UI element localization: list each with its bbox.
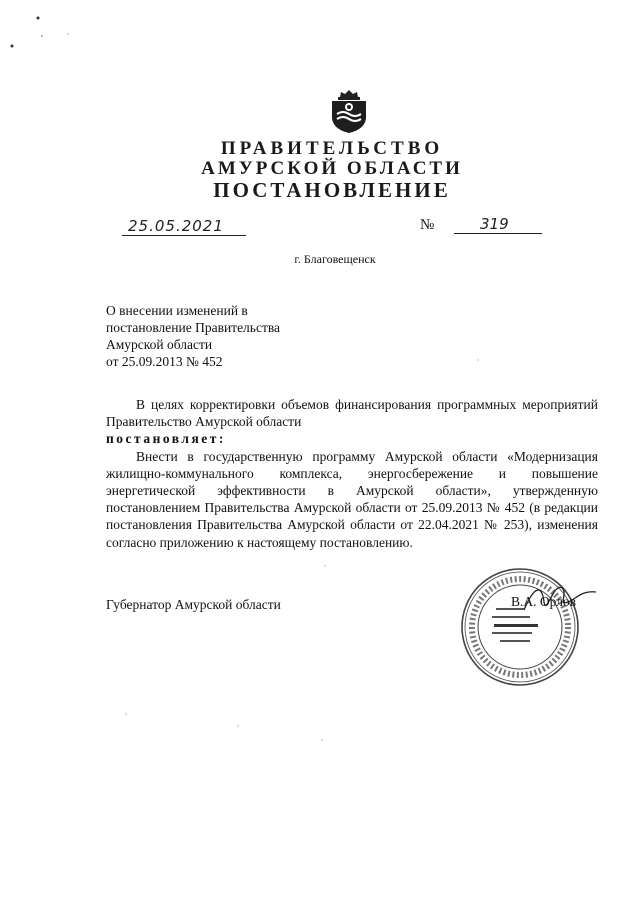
document-type: ПОСТАНОВЛЕНИЕ — [213, 178, 451, 202]
city: г. Благовещенск — [294, 252, 376, 266]
subject-line: от 25.09.2013 № 452 — [106, 354, 223, 369]
subject-line: Амурской области — [106, 337, 213, 352]
document-number: 319 — [454, 215, 542, 234]
decree-word: постановляет: — [106, 431, 226, 447]
document-body — [106, 396, 598, 551]
org-name-line1: ПРАВИТЕЛЬСТВО — [220, 138, 444, 159]
preamble: В целях корректировки объемов финансирования программных мероприятий Правительство Амурской области — [106, 397, 598, 430]
signatory-name: В.А. Орлов — [511, 594, 577, 609]
org-name-line2: АМУРСКОЙ ОБЛАСТИ — [201, 158, 463, 179]
signatory-title: Губернатор Амурской области — [106, 597, 281, 612]
subject-line: постановление Правительства — [106, 320, 281, 335]
decree-text: Внести в государственную программу Амурской области «Модернизация жилищно-коммунального комплекса, энергосбережение и повышение энергетической эффективности в Амурской области», утвержденную постановлением Правительства Амурской области от 25.09.2013 № 452 (в редакции постановления Правительства Амурской области от 22.04.2021 № 253), изменения согласно приложению к настоящему постановлению. — [106, 448, 598, 550]
number-label: № — [420, 217, 435, 233]
coat-of-arms-icon — [328, 88, 370, 134]
subject-line: О внесении изменений в — [106, 303, 248, 318]
document-date: 25.05.2021 — [122, 217, 246, 236]
subject-block — [106, 302, 280, 370]
